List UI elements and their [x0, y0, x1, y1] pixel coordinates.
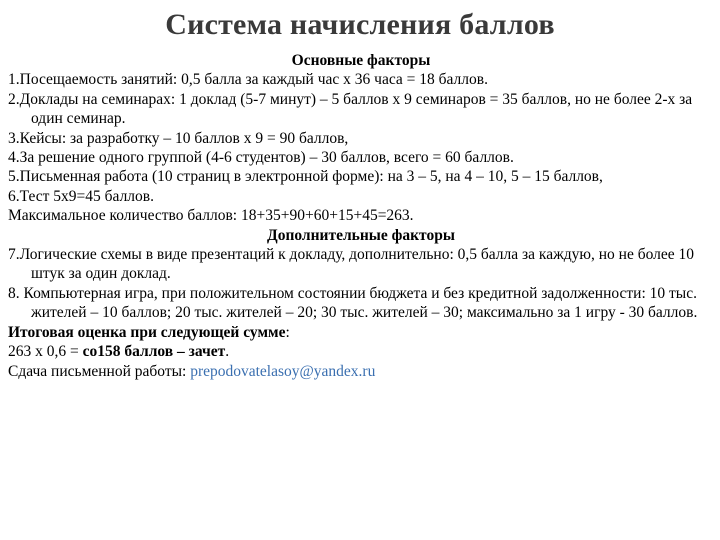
list-item: 6.Тест 5х9=45 баллов. — [8, 187, 154, 205]
list-item: 8. Компьютерная игра, при положительном состоянии бюджета и без кредитной задолженности: 10 тыс. жителей – 10 баллов; 20 тыс. жителей – 20; 30 тыс. жителей – 30; максимально за 1 игру - 30 баллов. — [8, 284, 698, 322]
list-item: 2.Доклады на семинарах: 1 доклад (5-7 минут) – 5 баллов х 9 семинаров = 35 баллов, но не более 2-х за один семинар. — [8, 90, 693, 128]
page-title: Система начисления баллов — [165, 8, 555, 41]
formula: 263 х 0,6 = — [8, 343, 83, 361]
main-factors-heading: Основные факторы — [291, 52, 431, 69]
list-item: 5.Письменная работа (10 страниц в электронной форме): на 3 – 5, на 4 – 10, 5 – 15 баллов, — [8, 168, 603, 186]
list-item: 7.Логические схемы в виде презентаций к докладу, дополнительно: 0,5 балла за каждую, но не более 10 штук за один доклад. — [8, 246, 695, 283]
final-grade-colon: : — [285, 323, 290, 341]
formula-line — [8, 342, 714, 361]
final-grade-label: Итоговая оценка при следующей сумме — [8, 323, 286, 341]
additional-factors-heading: Дополнительные факторы — [267, 226, 455, 244]
max-total-line: Максимальное количество баллов: 18+35+90+60+15+45=263. — [8, 207, 414, 225]
final-grade-line — [8, 323, 714, 342]
email-link[interactable]: prepodovatelasoy@yandex.ru — [190, 362, 376, 380]
formula-result: со158 баллов – зачет — [82, 343, 226, 361]
submission-label: Сдача письменной работы: — [8, 362, 191, 380]
list-item: 4.За решение одного группой (4-6 студентов) – 30 баллов, всего = 60 баллов. — [8, 149, 514, 167]
list-item: 3.Кейсы: за разработку – 10 баллов х 9 = 90 баллов, — [8, 129, 349, 147]
slide-body — [8, 51, 714, 381]
list-item: 1.Посещаемость занятий: 0,5 балла за каждый час х 36 часа = 18 баллов. — [8, 71, 488, 89]
submission-line — [8, 362, 714, 381]
formula-end: . — [225, 343, 230, 361]
